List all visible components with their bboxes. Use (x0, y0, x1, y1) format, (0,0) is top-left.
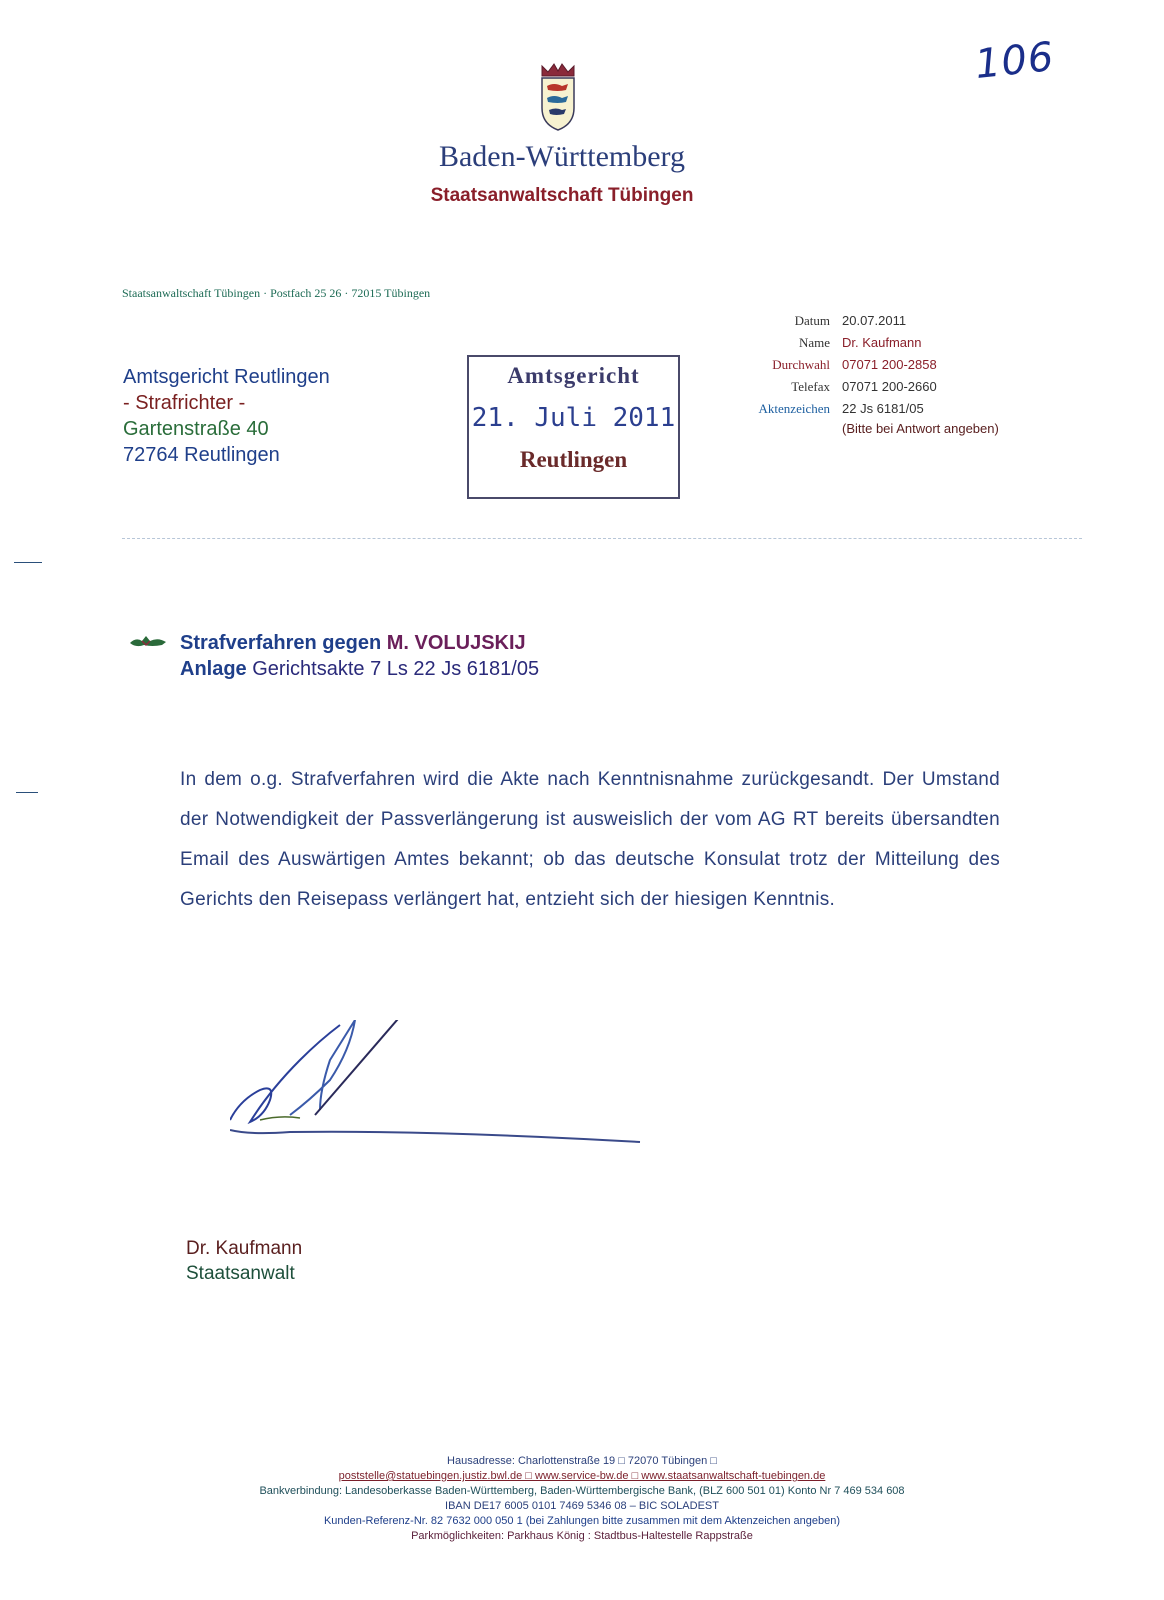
footer-iban: IBAN DE17 6005 0101 7469 5346 08 – BIC SOLADEST (445, 1500, 719, 1512)
subject-prefix: Strafverfahren gegen (180, 632, 382, 654)
meta-label: Telefax (791, 379, 830, 394)
enclosure-label: Anlage (180, 658, 247, 680)
enclosure-value: Gerichtsakte 7 Ls 22 Js 6181/05 (252, 658, 540, 680)
footer-bank: Bankverbindung: Landesoberkasse Baden-Württemberg, Baden-Württembergische Bank, (BLZ 600 501 01) Konto Nr 7 469 534 608 (259, 1485, 905, 1497)
received-stamp (467, 355, 680, 499)
reference-note: (Bitte bei Antwort angeben) (842, 421, 999, 436)
meta-row-date (700, 310, 937, 332)
meta-row-name (700, 332, 937, 354)
meta-value: 07071 200-2660 (842, 379, 937, 394)
footer (0, 1454, 1164, 1544)
footer-address: Hausadresse: Charlottenstraße 19 □ 72070 Tübingen □ (447, 1455, 717, 1467)
recipient-address (123, 364, 330, 468)
stamp-city: Reutlingen (519, 447, 628, 472)
meta-label: Datum (794, 313, 830, 328)
footer-web-links: poststelle@statuebingen.justiz.bwl.de □ www.service-bw.de □ www.staatsanwaltschaft-tuebingen.de (338, 1470, 826, 1482)
meta-row-fax (700, 376, 937, 398)
state-name: Baden-Württemberg (438, 140, 686, 173)
handwritten-page-number: 106 (972, 33, 1057, 89)
fold-mark (14, 562, 42, 563)
defendant-name: M. VOLUJSKIJ (386, 632, 526, 654)
meta-value: Dr. Kaufmann (842, 335, 922, 350)
meta-value: 22 Js 6181/05 (842, 401, 924, 416)
meta-row-file-number (700, 398, 937, 420)
signatory (186, 1236, 302, 1286)
enclosure-line (180, 656, 539, 682)
meta-label: Name (798, 335, 830, 350)
body-paragraph: In dem o.g. Strafverfahren wird die Akte nach Kenntnisnahme zurückgesandt. Der Umstand der Notwendigkeit der Passverlängerung ist ausweislich der vom AG RT bereits übersandten Email des Auswärtigen Amtes bekannt; ob das deutsche Konsulat trotz der Mitteilung des Gerichts den Reisepass verlängert hat, entzieht sich der hiesigen Kenntnis. (180, 769, 1000, 910)
stamp-date: 21. Juli 2011 (471, 403, 676, 433)
sender-return-address: Staatsanwaltschaft Tübingen · Postfach 25 26 · 72015 Tübingen (122, 286, 431, 300)
subject (180, 630, 539, 682)
recipient-line: Gartenstraße 40 (123, 418, 269, 440)
meta-value: 20.07.2011 (842, 313, 907, 328)
divider (122, 538, 1082, 539)
recipient-line: 72764 Reutlingen (123, 444, 280, 466)
authority-name: Staatsanwaltschaft Tübingen (430, 185, 694, 206)
stamp-court: Amtsgericht (507, 363, 640, 388)
meta-value: 07071 200-2858 (842, 357, 937, 372)
subject-line (180, 630, 539, 656)
letter-body (180, 760, 1000, 920)
coat-of-arms-icon (536, 62, 580, 132)
footer-parking: Parkmöglichkeiten: Parkhaus König : Stadtbus-Haltestelle Rappstraße (411, 1530, 753, 1542)
signatory-title: Staatsanwalt (186, 1263, 295, 1284)
recipient-line: - Strafrichter - (123, 392, 246, 414)
meta-label: Durchwahl (772, 357, 830, 372)
reference-info (700, 310, 937, 420)
recipient-line: Amtsgericht Reutlingen (123, 366, 330, 388)
meta-label: Aktenzeichen (758, 401, 830, 416)
lion-icon (128, 633, 168, 649)
signature (230, 1020, 660, 1190)
footer-customer-ref: Kunden-Referenz-Nr. 82 7632 000 050 1 (bei Zahlungen bitte zusammen mit dem Aktenzeichen angeben) (323, 1515, 841, 1527)
punch-mark (16, 792, 38, 793)
meta-row-phone (700, 354, 937, 376)
signatory-name: Dr. Kaufmann (186, 1238, 303, 1259)
